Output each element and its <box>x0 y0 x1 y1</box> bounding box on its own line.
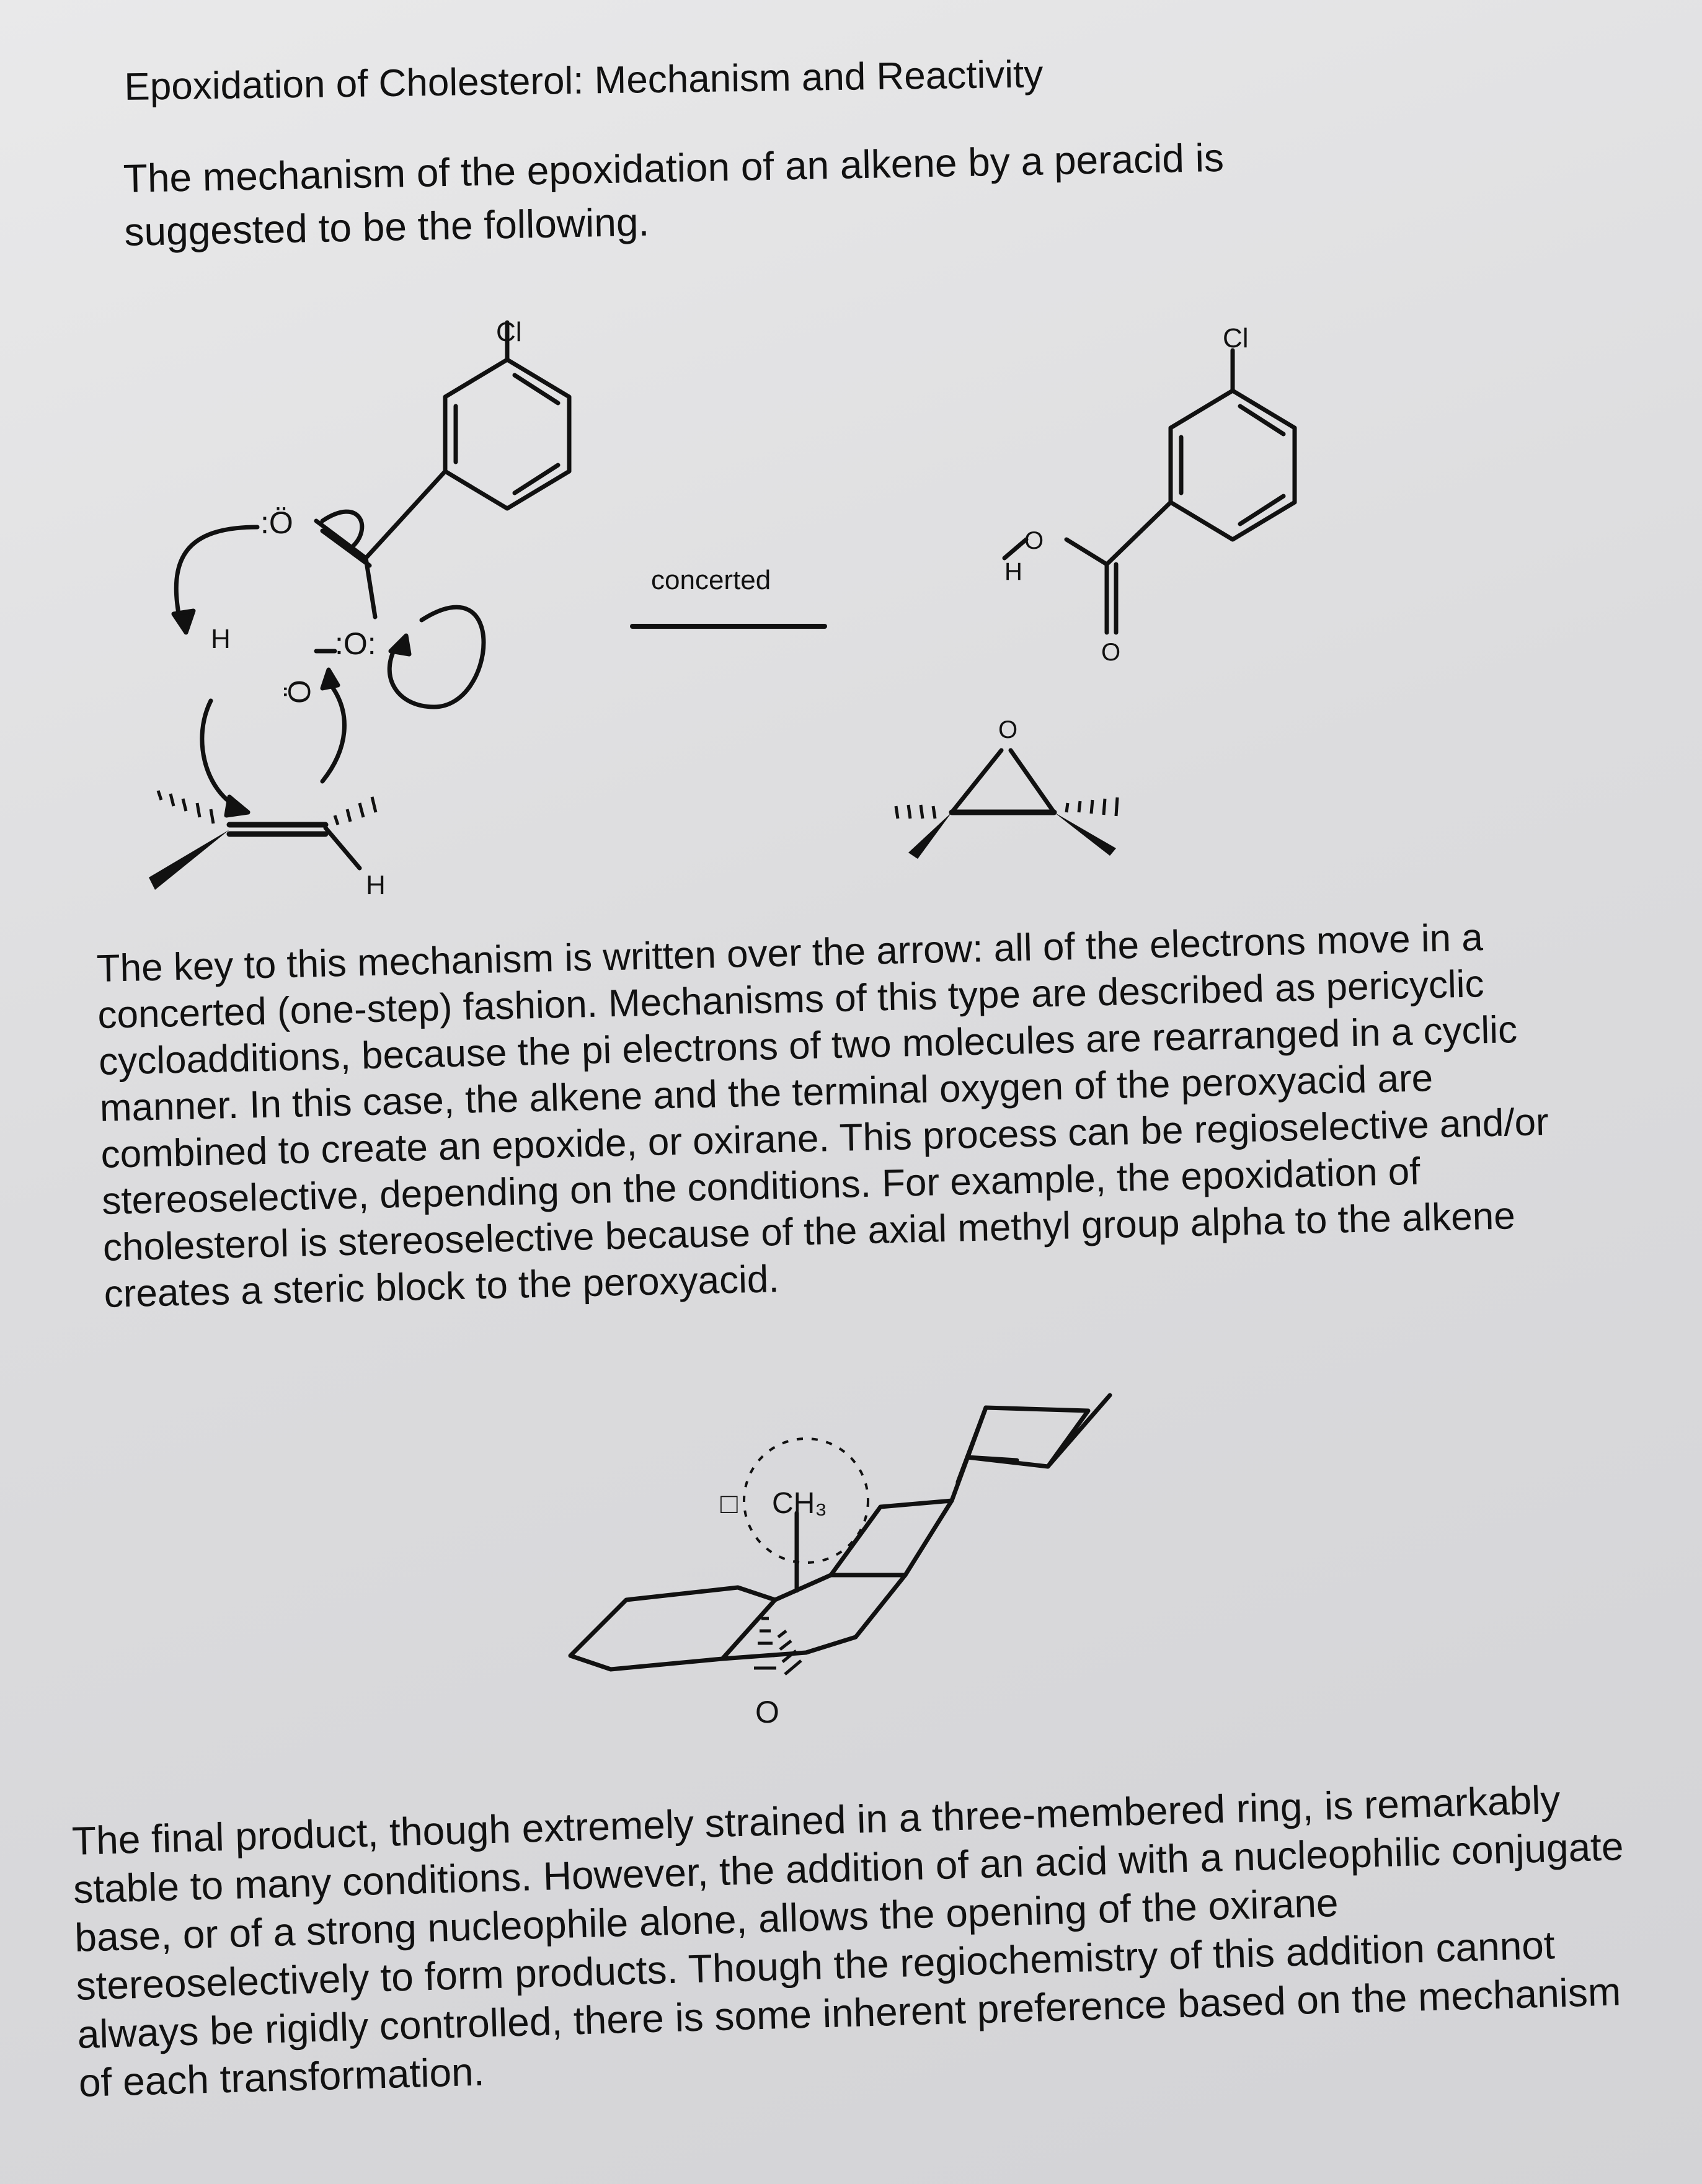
peracid-benzene-ring <box>445 360 569 508</box>
annotation-mark: □ <box>720 1487 738 1519</box>
peracid-terminal-o-label: Ö <box>282 680 317 704</box>
reaction-arrow-label: concerted <box>651 565 771 595</box>
peracid-ether-o-label: :O: <box>335 626 376 661</box>
peracid-cl-label: Cl <box>496 317 522 347</box>
arrow-alkene-to-o <box>202 701 236 806</box>
mechanism-scheme <box>0 298 1702 918</box>
product-h-label: H <box>1004 558 1022 585</box>
key-paragraph: The key to this mechanism is written over the arrow: all of the electrons move in a concerted (one-step) fashion. Mechanisms of this type are described as pericyclic cycloadditions, because the pi electrons of two molecules are rearranged in a cyclic manner. In this case, the alkene and the terminal oxygen of the peroxyacid are combined to create an epoxide, or oxirane. This process can be regioselective and/or stereoselective, depending on the conditions. For example, the epoxidation of cholesterol is stereoselective because of the axial methyl group alpha to the alkene creates a steric block to the peroxyacid. <box>96 916 1549 1316</box>
peracid-carbonyl-o-label: :Ö <box>260 505 293 540</box>
arrow-carbonyl-to-h <box>176 527 257 620</box>
final-paragraph: The final product, though extremely strained in a three-membered ring, is remarkably stable to many conditions. However, the addition of an acid with a nucleophilic conjugate base, or of a strong nucleophile alone, allows the opening of the oxirane stereoselectively to form products. Though the regiochemistry of this addition cannot always be rigidly controlled, there is some inherent preference based on the mechanism of each transformation. <box>71 1777 1624 2105</box>
methyl-label: CH₃ <box>772 1487 827 1520</box>
alkene-h-label: H <box>366 870 386 900</box>
product-o-carbonyl-label: O <box>1101 639 1121 666</box>
cholesterol-epoxide-o-label: O <box>755 1695 779 1729</box>
epoxide-wedge-right <box>1054 812 1116 856</box>
intro-paragraph: The mechanism of the epoxidation of an alkene by a peracid is suggested to be the following. <box>123 135 1225 254</box>
epoxide-o-label: O <box>998 716 1018 744</box>
product-o-ester-label: O <box>1024 527 1044 554</box>
ring-c <box>831 1501 952 1575</box>
page-title: Epoxidation of Cholesterol: Mechanism and Reactivity <box>124 53 1044 109</box>
alkene-wedge-left <box>149 830 229 890</box>
cholesterol-structure <box>0 1383 1702 1767</box>
epoxide-wedge-left <box>908 812 952 859</box>
peracid-h-label: H <box>211 624 231 654</box>
product-cl-label: Cl <box>1223 323 1249 353</box>
ring-d <box>952 1408 1088 1501</box>
arrow-oo-bond <box>389 607 484 707</box>
product-benzene-ring <box>1171 391 1295 539</box>
arrow-o-to-alkene <box>322 682 344 781</box>
ring-b <box>722 1575 905 1659</box>
